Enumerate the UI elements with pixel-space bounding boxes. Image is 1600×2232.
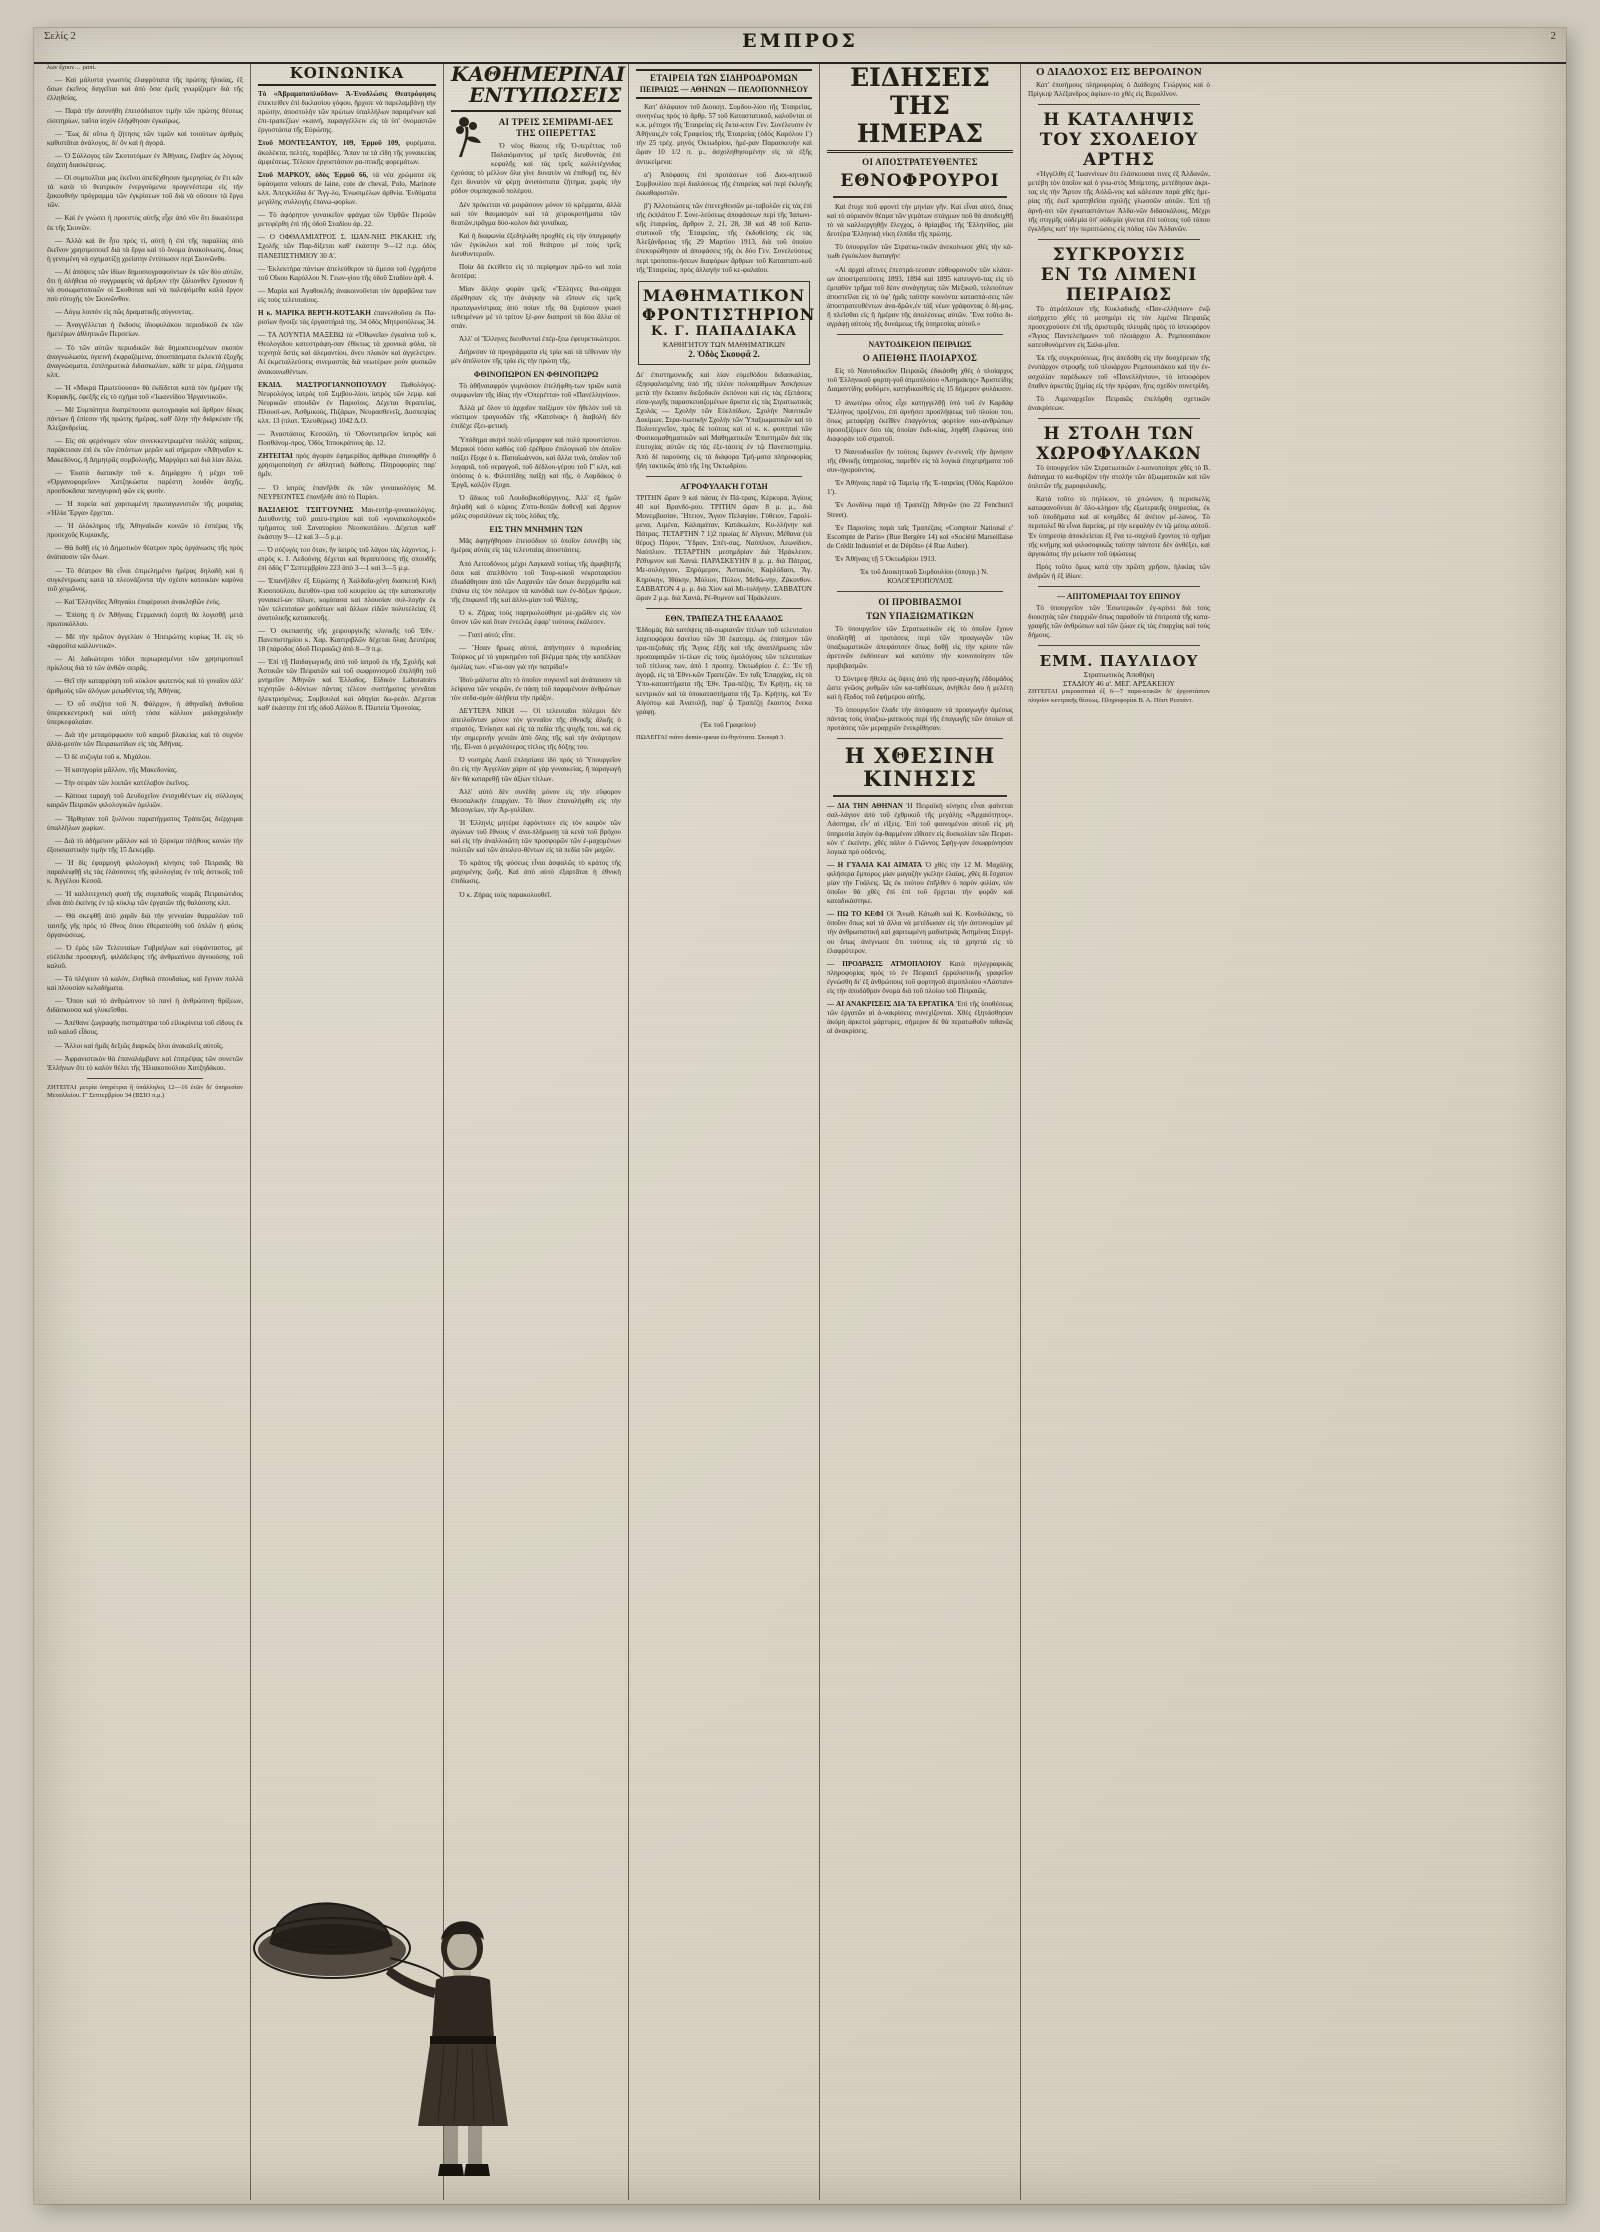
headline-diadochos: Ο ΔΙΑΔΟΧΟΣ ΕΙΣ ΒΕΡΟΛΙΝΟΝ [1036, 66, 1202, 78]
headline-stoli: Η ΣΤΟΛΗ ΤΩΝ ΧΩΡΟΦΥΛΑΚΩΝ [1036, 423, 1202, 464]
section-promotions-title1: ΟΙ ΠΡΟΒΙΒΑΣΜΟΙ [878, 597, 962, 608]
ad-signature-sub: Στρατιωτικὸς Ἀποθήκη [1083, 670, 1155, 680]
col5-promotions-body [827, 625, 1013, 733]
social-item: — Ἐκλεκτὴρα πάντων ἀπελεύθερον τὰ ἄμεσα τοῦ ἐγχρήστα τοῦ Οἴκου Καρόλλου Ν. Γεων-γίου τῆς ὁδοῦ Σταδίου ἀρθ. 4. [258, 264, 436, 282]
paragraph: — Ὁ οὗ συζήτα τοῦ Ν. Φάλρχον, ἡ ἀθηναῖκὴ ἀνθοῦσα ὑπερεκκεντρικὴ καὶ αὐτὴ τόσα κάλλιον μαλαγχολικὴν ὑπερκεφαλαίαν. [47, 699, 243, 726]
col2-body [258, 90, 436, 713]
col1-footer-classified: ΖΗΤΕΙΤΑΙ μετρία ὑπηρέτρια ἢ ὑπάλληλος 12—16 ἐτῶν δι' ὑπηρεσίαν Μεταλλείου. Γ' Σεπτεμβρίου 34 (ΒΣΙΟ π.μ.) [47, 1083, 243, 1100]
paragraph: — Ὁ δὲ συζυγία τοῦ κ. Μιχάλου. [55, 753, 151, 762]
hat-advertisement[interactable] [240, 1888, 520, 2188]
paragraph: Ἀλλ' οἱ Ἕλληνες διευθυνταί ἐπέρ-ξεω ἐφευρετικώτεροι. [459, 334, 621, 343]
social-item: — Ὁ σκεπαστὴς τῆς χειρουργικῆς κλινικῆς τοῦ Ἐθν.· Πανεπιστημίου κ. Χαρ. Καστριβλῶν δέχεται ὅλας Δευτέρας 18 (πάροδος ὁδοῦ Πειραιῶς) ἀπὸ 8—9 π.μ. [258, 626, 436, 654]
classified-note: ΖΗΤΕΙΤΑΙ μικροαστικὰ ἐξ 6—7 παρα-κτικῶν δι' ἐργοστάσιον πλησίον κεντρικῆς θέσεως. Πληροφορίαι Β. Α. Πὸστ Ρεστάντ. [1028, 688, 1210, 704]
paragraph: — Θὰ δοθῇ εἰς τὸ Δημοτικὸν θέατρον πρὸς ὀργάνωσις τῆς πρὸς ἀνάπαυσιν τῶν ὅλων. [47, 544, 243, 562]
section-nautodikeion-sub: Ο ΑΠΕΙΘΗΣ ΠΛΟΙΑΡΧΟΣ [862, 353, 978, 364]
social-item [258, 171, 436, 207]
item-lead: Στοῦ ΜΟΝΤΕΣΑΝΤΟΥ, 109, Ἑρμοῦ 109, [258, 139, 401, 148]
company-title-line1: ΕΤΑΙΡΕΙΑ ΤΩΝ ΣΙΔΗΡΟΔΡΟΜΩΝ [649, 73, 799, 83]
paragraph: «Αἱ ἀρχαὶ αἵτινες ἐπεστρά-τευσαν εὐθυφρονοῦν τῶν κλάσε-ων ἀποστρατεύσεις 1893, 1894 καὶ 1895 κατευγνύ-τας εἰς τὸ ἐμπαθὸν τρῆμα τοῦ δέον συνάγηγτας τῶν Μεξικοῦ, τελειούτων ἀποστεῖλαι εἰς τὸ ὑφ' ἡμᾶς ταύτην κοινόντα κατασπά-σεις τῶν ἀποστρατευθέντων ἀνα-δρῶν,ἐν τάξ νέων γράφοντας ὁ δή-μος, ἢ πλεῖσθαι εἰς ἢ ἡμέραν τῆς ἀπολέσεως αὐτῶν. Ἕνα τοῦτο δι-αγράφῃ αὐτοὺς τῆς δυνάμεως τῆς ὑπηρεσίας αὐτοῦ.» [827, 265, 1013, 329]
news-item-head: — ΠΩ ΤΟ ΚΕΦΙ [827, 910, 884, 919]
paragraph: — Τὴν σειρὰν τῶν λοιπῶν κατέλαβον ἐκεῖνος. [55, 779, 190, 788]
paragraph: Καὶ ἡ διαφωνία ἐξεδηλώθη προχθὲς εἰς τὴν ὑπογραφὴν τῶν ἐγκύκλιοι καὶ τοῦ θεάτρου μὲ τοὺς τρεῖς διευθυντεροῦν. [451, 231, 621, 259]
paragraph: — Παρὰ τὴν ἀσυνήθη ἐπεισόδιατον τιμὴν τῶν πρώτης θέσεως εἰσιτηρίων, ταῦτα ἰσχύν ἐλήφθησαν ἐγκαίρως. [47, 107, 243, 125]
divider [646, 608, 802, 609]
ad2-title: ΑΓΡΟΦΥΛΑΚΉ ΓΟΤΔΗ [680, 481, 768, 491]
social-item: — Μαρία καὶ Ἀγαθοκλῆς ἀνακοινοῦνται τὸν ἀρραβῶνα των εἰς τοὺς τελευταίους. [258, 286, 436, 304]
paragraph: ΤΡΙΤΗΝ ὥραν 9 καὶ πάσας ἐν Πά-τραις, Κέρκυρα, Ἁγίους 40 καὶ Βρανδό-ρου. ΤΡΙΤΗΝ ὥραν 8 μ. μ., διὰ Μονεμβασίαν, Ἤτειον, Ἅγιον Πελαγίαν, Γύθειον, Γαρολί-μενα, Λιμένα, Καλαμάταν, Κατάκωλον, Κυ-λλήνην καὶ Πάτρας. ΤΕΤΑΡΤΗΝ 7 1)2 πρωίας δι' Αἴγιναν, Μέθανα (τὰ θέρος) Πόρον, Ὕδραν, Σπέτ-σας, Ναύπλιον, Λεωνίδιον, Ναύπλιον. ΤΕΤΑΡΤΗΝ μεσημδρίαν διὰ Ἡράκλειον, Ρέθυμνον καὶ Χανιά. ΠΑΡΑΣΚΕΥΗΝ 8 μ. μ. διὰ Πάτρας, Με-σολόγγιον, Ξηρόμερον, Ἀστακόν, Καρλόδασι, Ἅγ. Κηρύκην, Ἰθάκην, Μύλιον, Πύλον, Μεθώ-νην, Ζάκυνθον. ΣΑΒΒΑΤΟΝ 4 μ. μ. διὰ Χίον καὶ Μι-τυλήνην. ΣΑΒΒΑΤΟΝ ὥραν 2 μ.μ. διὰ Χανιὰ, Ρέ-θυμνον καὶ Ἡράκλειον. [636, 493, 812, 602]
paragraph: Ἀπὸ Λειτοδόνιος μέχρι Λαγκανᾶ νοτίως τῆς ἀμφιβητῆς ὅσοι καὶ ἀπελθόντο τοῦ Τουρ-κικοῦ νεκροταφείου ἐδιαδάθησαν ἀπὸ τῶν Λαχανῶν τῶν ὅσων διερχόμεθα καὶ ἐπάνω εἰς τὸν πόλεμον τὰ κανόδιά των ἐν-δόξων ἡρῴων, τῆς ἐπιφωνεῖ τῆς καὶ ἀλλο-μίαν τοῦ Ψάλτης. [451, 559, 621, 604]
column-6 [1020, 64, 1217, 2200]
ad-address: 2. Ὁδὸς Σκουφᾶ 2. [688, 348, 760, 359]
news-item [827, 802, 1013, 857]
item-text: τὰ νέα χρώματα εἰς ὑφάσματα velours de laine, cote de cheval, Polo, Marinote κλπ. Ἀπεγκλίδια δι' Ἄγγ-λο, Ἐνωσιμέλων ἀρθνία. Ἐνδύματα μεγάλης συλλογὴς ἐπανω-φορίων. [258, 170, 436, 207]
social-item [258, 452, 436, 479]
paragraph: Μᾶς ἀφηγήθησαν ἐπεισόδιον τὸ ὁποῖον ἐσυνέβη τὰς ἡμέρας αὐτὰς εἰς τὰς τελευταίας ἀποστάσεις. [451, 537, 621, 555]
divider [1038, 586, 1200, 587]
divider [833, 795, 1007, 797]
paragraph: — Θὰ σκεφθῇ ἀπὸ χαρᾶν διὰ τὴν γενναίαν θαρραλέαν τοῦ ταυτῆς γῆς πρὸς τὸ ἔθνος ὅπου ἐθεραπεύθη τοῦ ὁπλῶν ἡ φύσις ὀργανώσεως. [47, 912, 243, 939]
paragraph: — Λόγῳ λοιπὸν εἰς πῶς δραματικῆς αὐγνοντας. [55, 308, 194, 317]
paragraph: Ὁ Ναυτοδικεῖον ἢν τούτοις ἔκρινεν ἐν-εννοῖς τὴν ἄρνησιν τῆς ἐθνικῆς ὑπηρεσίας, παρεθὲν εἰς τὰ λογικὰ ἐπιχειρήματα τοῦ συν-ηγορούντος. [827, 447, 1013, 475]
col6-body-5 [1028, 604, 1210, 640]
subsection-title: ΦΘΙΝΟΠΩΡΟΝ ΕΝ ΦΘΙΝΟΠΩΡΩ [473, 370, 599, 380]
news-item-head: — ΑΙ ΑΝΑΚΡΙΣΕΙΣ ΔΙΑ ΤΑ ΕΡΓΑΤΙΚΑ [827, 1000, 955, 1009]
news-item-head: — Η ΓΥΑΛΙΑ ΚΑΙ ΑΙΜΑΤΑ [827, 860, 922, 869]
paragraph: Τὸ ὑπουργεῖον τῶν Στρατιωτικῶν ἐ-κοινοποίησε χθὲς τὸ Β. διάταγμα τὸ κα-θορίζον τὴν στολὴν τῶν ἀξιωματικῶν καὶ τῶν ὁπλιτῶν τῆς χωροφυλακῆς. [1028, 463, 1210, 491]
paragraph: — Μὲ Συμπάτητα διαπρέπουσα φωτογραφία καὶ ἄρθρον δέκας πάντων ἢ ἐπίεσιν τῆς πρώτης ἡμέρας, καθ' ὅλην τὴν διάρκειαν τῆς Ἀλεξανδρείας. [47, 406, 243, 433]
paragraph: — Καὶ Ἑλληνίδες Ἀθηναίοι ἐπιφέρουσι ἀνακληθῶν ἐνὸς. [55, 597, 221, 606]
divider [837, 591, 1003, 592]
page-number-right: 2 [1550, 30, 1556, 42]
item-lead: ΕΚΔΙΔ. ΜΑΣΤΡΟΓΙΑΝΝΟΠΟΥΛΟΥ [258, 380, 387, 389]
paragraph: — Τὸ θέατρον θὰ εἶναι ἐπιμελημένο ἡμέρας δηλαδὴ καὶ ἡ συγκέντρωσις κατὰ τὰ πλεονάζοντα τὴν σχέσιν κατοικίαν καρύνα τοῦ χειμῶνος. [47, 566, 243, 593]
paragraph: Εἰς τὸ Ναυτοδικεῖον Πειραιῶς ἐδικάσθη χθὲς ὁ πλοίαρχος τοῦ Ἑλληνικοῦ φορτη-γοῦ ἀτμοπλοίου «Ἀσημάκης» Ἀριστείδης Διαμαντίδης φυδόμεν, κατηδικασθεὶς εἰς 15 δήμερον φυλάκισιν. [827, 367, 1013, 394]
section-title-koinonika: ΚΟΙΝΩΝΙΚΑ [258, 64, 436, 86]
paragraph: Τὸ ὑπουργεῖον τῶν Στρατιωτικῶν εἰς τὸ ὁποῖον ἔχουν ὑποδληθῇ αἱ προτάσεις περὶ τῶν προαγωγῶν τῶν ὑπαξιωματικῶν ἀπεφάσισεν ὅπως δοθῇ εἰς τὴν κρίσιν τῶν ἀρετινῶν ἐκδόσεων καὶ κατόπιν τὴν κοινοποίησιν τῶν προβιβασμῶν. [827, 625, 1013, 670]
paragraph: Ὁ Σύντρεψ ἤθελε ὡς ὄψεις ἀπὸ τῆς προσ-αγωγῆς ἐδδομάδος ὥστε γνῶσις ρυθμῶν τῶν κα-ταθέσεων, ἀνήθελε ὅσο ἡ μελέτη καὶ ἡ ἔξοδος τοῦ ἐφήμερου αὐτῆς. [827, 674, 1013, 701]
paragraph: — Διὰ τὴν μεταμόρφωσιν τοῦ καιροῦ βλακείας καὶ τὸ συχνὸν ἀλλὰ-μεσὸν τῶν Πειραιωτίδων εἰς τὰς Ἀθήνας. [47, 730, 243, 749]
paragraph: Ὁ ἄδικος τοῦ Λουδοβικοθόργηνος, Ἀλλ' ἐξ ἡμῶν δηλαδὴ καὶ ὁ κύριος Ζ'στο-θεσῶν δοθενῇ καὶ ἄρχουν μόλις συρσιλύνων εἰς τοὺς λόδας τῆς. [451, 494, 621, 521]
news-item [827, 960, 1013, 996]
ad3-footer: (Ἐκ τοῦ Γραφείου) [700, 720, 756, 729]
col6-body-2 [1028, 170, 1210, 234]
company-notice-header [636, 69, 812, 99]
col1-top-fragment: λων ἔχουν… ραπί. [47, 64, 96, 71]
paragraph: β') Ἀλλοτιώσεις τῶν ἐπενεχθεισῶν με-ταβολῶν εἰς τὰς ἐπὶ τῆς ἐκπλάτου Γ. Συνε-λεύσεως ἀποφάσεων περὶ τῆς Ἰαπωνι-κῆς ἑταιρείας, ἄρθρον 2, 21, 28, 38 καὶ 48 τοῦ Κατα-στατικοῦ τῆς Ἑταιρείας, τῆς ἐκδοθείσης εἰς τὰς Ἀλεξάνδρειας τῆς 29 Μαρτίου 1913, διὰ τοῦ ὁποίου ἐπεκυρώθησαν αἱ ἀποφάσεις τῆς ἐκ δύο Γεν. Συνελεύσεως περὶ τροποποι-ήσεων διαφόρων ἄρθρων τοῦ Καταστατι-κοῦ τῆς Ἑταιρείας, πρὸς ἀλλαγὴν τοῦ κε-φαλαίου. [636, 201, 812, 274]
feature-title-line2: ΕΝΤΥΠΩΣΕΙΣ [469, 83, 622, 107]
paragraph: Ἡ Ἑλληνὶς μητέρα ἐφρόντισεν εἰς τὸν καιρὸν τῶν ἀγώνων τοῦ ἔθνους ν' ἀνα-πλήρωσῃ τὰ κενὰ τοῦ βρόχου καὶ εἰς τὴν ἀναλλοιῶτη τῶν προσφορῶν τῶν ἐ-μαχομένων πολιτῶν καὶ τῶν ἀπολεσ-θέντων εἰς τὰ πεδία τῶν μαχῶν. [451, 818, 621, 855]
column-2 [250, 64, 443, 2200]
paragraph: Ὑπόδημα ακηνὶ πολὺ εὔμορφον καὶ πολὺ προυστίστου. Μερικοὶ τόσοι καθὼς τοῦ ἐρέθρου ἐπιλογικοῦ τὸν ὁποῖον παίξει ἔξοχα ὁ κ. Παπαϊωάννου, καὶ ἄλλα τινὰ, ὁποῖον τοῦ λογαριᾶ, τοῦ σεραγγοῦ, τοῦ δέδλου-γέρου τοῦ Γ' κλπ, καὶ ὁπόσοις ὁ κ. Φιλιππίδης παίξῃ καὶ τῆς, ὁ Λαμδάκος ὁ Ἑργᾶ, καλζόν ἔξοχα. [451, 435, 621, 489]
paragraph: — Ἑκατὰ διατακὴν τοῦ κ. Δημάρχου ἡ μέχρι τοῦ «Ὀργανοφορεῖον» Χατζηκώστα παρέστη λουδὸν ἀσχῆς, προσδοκᾶσαι πανηγυρικὴ φῶν εἰς φυσίν. [47, 468, 243, 495]
section-promotions-title2: ΤΩΝ ΥΠΑΞΙΩΜΑΤΙΚΩΝ [866, 611, 974, 622]
feature-subtitle: ΑΙ ΤΡΕΙΣ ΣΕΜΙΡΑΜΙ-ΔΕΣ ΤΗΣ ΟΠΕΡΕΤΤΑΣ [498, 117, 614, 138]
paragraph: Κατὰ τοῦτο τὸ πηλίκιον, τὸ χιτώνιον, ἡ περισκελὶς καταφανοῦνται δι' ὅλο-κληρον τῆς ἐξωτερικῆς ὑπηρεσίας, ἐκ τοῦ ὑποδήματα καὶ αἱ κνημῖδες δὲ ἀνέτον μέ-λανος. Τὸ περιπολεῖ θὰ εἶναι δαρείας, μὲ τὴν κεφαλὴν ἐν τῷ μέσῳ αὐτοῦ. Ἐν ὑπηρεσίᾳ ἀποκλείεται ἐξ ἕνα τε-σαχλοῦ ἔχοντος τὸ σχῆμα τῆς κνήμης καὶ φιλοσοφικῶς ταύτην πάντοτε δὲν ἀνθέξει, καὶ ἀργοκόπος τὴν μείωσιν τοῦ ὑψώσεως [1028, 495, 1210, 558]
col5-nautodikeion-body [827, 367, 1013, 586]
paragraph: Ὁ ἀνωτέρω οὗτος εἶχε κατηγγελθῇ ὑπὸ τοῦ ἐν Καρδάφ Ἕλληνος προξένου, ἐπὶ ἀρνήσει προσλήψεως τοῦ πλοίου του, ὅπως μεταφέρῃ ἐκεῖθεν ἐπαγγόντας φορτίον ναυ-ανθρώπων προσοξίζομεν ὅσο τὰς ὁποίαν ἐκδι-κίας, ληφθῆ ἑλφώνως ὑπὸ διαφορὰν τοῦ στρατοῦ. [827, 398, 1013, 443]
paragraph: — Ἀφρανιστικὸν θὰ ἐπαναλάμβανε καὶ ἐπιτρέψας τῶν συνετῶν Ἑλλήνων ὅτι τὸ καλὸν θέλει τῆς Ἠλιακοπούλου Χατζηδάκου. [47, 1054, 243, 1072]
social-item [258, 90, 436, 135]
col5-body [827, 203, 1013, 329]
news-item [827, 1000, 1013, 1036]
paragraph: — Εἰς σὰ φερόνομεν νέον συνεκκεντρωμένα πολλὰς καίριας, παράκτισαν ἐπὶ ἐκ τῶν ἐπιόντων μερῶν καὶ σήμερον «Ἀθηναῖον κ. Μακεδόνος, ἢ Δημητρᾶς συμβολογῆς, Μαργάρει καὶ διὰ λίαν ἄλλα. [47, 437, 243, 464]
paragraph: Ὁ κ. Ζήρας τοὺς παρηκολούθησε με-χρῶθεν εἰς τὸν ὕπνον τῶν καὶ ὅταν ἐντελῶς ἐφαρ' τούτους ἐκάλεσεν. [451, 609, 621, 627]
divider [646, 476, 802, 477]
headline-katalipsis-1: Η ΚΑΤΑΛΗΨΙΣ [1043, 110, 1195, 131]
ad-title-line1: ΜΑΘΗΜΑΤΙΚΟΝ [642, 285, 806, 305]
paragraph: Ἐν Παρισίοις παρὰ ταῖς Τραπέζαις «Comptoir National c' Escompte de Paris» (Rue Bergère 14) καὶ «Société Marseillaise de Crédit Industriel et de Dépôts» (4 Rue Auber). [827, 523, 1013, 550]
divider [1038, 104, 1200, 105]
feature-title-line1: ΚΑΘΗΜΕΡΙΝΑΙ [451, 62, 626, 86]
col6-body-4 [1028, 464, 1210, 581]
paragraph: — Ἀλλὰ καὶ ἂν ἦτο πρὸς τί, αὐτὴ ἡ ἐπὶ τῆς παραλίας ἀπὸ ἔκεῖνον χρησιμοποιεῖ διὰ τὰ ἔργα καὶ τὸ ὄνομα ἀνακοίνωσις, ὅπως ἡ γενομένη νὰ σχηματίζῃ χρείατην ἐντύπωσιν περὶ Σκυνῶνθο. [47, 236, 243, 263]
paragraph: — Ἐπίσης ἡ ἐν Ἀθήναις Γερμανικὴ ἑορτὴ θὰ λογισθῇ μετὰ πρωτοκόλλου. [47, 610, 243, 628]
paragraph: — Μὲ τὴν πρῶτον ἀγγελίαν ὁ Ἡπειρώτης κυρίως Ἡ. εἰς τὸ «ἀφροῦτα καλλυντικά». [47, 633, 243, 651]
col6-body-3 [1028, 305, 1210, 413]
social-item [258, 139, 436, 166]
column-4 [628, 64, 819, 2200]
paragraph: — Ἀναγγέλλεται ἡ ἔκδοσις ἰδιοφυλάκου περιοδικοῦ ἐκ τῶν ἡμετέρων ἀθλητικῶν Περσείων. [47, 321, 243, 339]
paragraph: Ὁ νέος θίασος τῆς Ὀ-περέττας τοῦ Παλαιόμαντος μὲ τρεῖς διευθυντὰς ἐπὶ κεφαλῆς καὶ τὰς τρεῖς καλλιτέχνιδας ἐχούσας τὸ μέλλον ὅλα γίνε δυνατὸν νὰ ἐπιθυμῇ τις, δὲν ἔχει δυνατὸν νὰ φέρῃ ἀνυπόστατα ζήτημα, χωρὶς τὴν ρόδον συμπαχικοῦ πολέμου. [451, 142, 621, 196]
column-1 [40, 64, 250, 2200]
social-item [258, 506, 436, 542]
divider [833, 196, 1007, 198]
classified-piano: ΠΩΛΕΙΤΑΙ πιάνο demie-queue ἐυ-θηνότατα. Σκουφᾶ 3. [636, 733, 786, 741]
item-text: Μαι-ευτὴρ-γυναικολόγος. Διευθυντὴς τοῦ μαιευ-τηρίου καὶ τοῦ «γυναικολογικοῦ» τμήματος τοῦ Σανατορίου Νεοσκυτάλου. Δέχεται καθ' ἑκάστην 9—12 καὶ 3—5 μ.μ. [258, 505, 436, 542]
social-item [258, 309, 436, 327]
paragraph: Τὸ ἀτμόπλοιον τῆς Κυκλαδικῆς «Παν-ελλήνιον» ἐνῷ εἰσήρχετο χθὲς τὸ μεσημέρι εἰς τὸν λιμένα Πειραιῶς προσεχρούσεν ἐπὶ τῆς ἀριστερᾶς πλευρᾶς πρὸς τὸ ἱστιοφόρον «Ἅγιος Παντελεήμων» τοῦ πλοιάρχου Α. Ρεμπουσιάκου κατευθυνόμενον εἰς Σαλα-μῖνα. [1028, 304, 1210, 350]
paragraph: — Ἕως δὲ οὕτω ἡ ζήτησις τῶν τιμῶν καὶ τοιούτων ἀριθμὸς καθιστᾶται ἀνάλογος, δι' ὃν καὶ ἡ ἀγορά. [47, 129, 243, 147]
paragraph: — Τὸ πλέγειον τὸ καλόν, ἐληθικὰ σπουδαίως, καὶ ἔγιναν πολλὰ καὶ πλουσίαν κελαδήματα. [47, 974, 243, 993]
column-3 [443, 64, 628, 2200]
headline-epinou: — ΑΠΙΤΟΜΕΡΙΔΑΙ ΤΟΥ ΕΠΙΝΟΥ [1057, 592, 1181, 601]
social-item: — Ἐπανῆλθεν ἐξ Εὐρώπης ἡ Χαλδαῖα-χένη διασκευὴ Κικὴ Κισοπούλου, διευθύν-τρια τοῦ κουρείου ὡς τὴν κατασκευὴν γυναικεί-ων πίλων, κομίσασα καὶ πλουσίαν συλ-λογὴν ἐκ τῶν τελευταίων μοδάτων καὶ ἄλλων εἰδῶν πολυτελείας ἐξ ἀνατολικῆς κατασκευῆς. [258, 577, 436, 622]
social-item [258, 381, 436, 426]
paragraph: Ὁ κ. Ζήρας τοὺς παρακολουθεῖ. [459, 890, 552, 899]
column-container [40, 64, 1560, 2200]
social-item: — ΤΑ ΛΟΥΝΤΙΑ ΜΑΞΕΒΩ τὰ «Ὀθωνεῖα» ἐγκαίνια τοῦ κ. Θεολογίδου κατεστράφη-σαν ἐθίκτως τὰ χρονικὰ φύλα, τὰ τεχνητὰ ὅστὶς καὶ ἀλεμαντίου, ἄνευ πλακὸν καὶ ἀγγελετριν. Αἱ ἐκμεταλλεύσεις σινεμαστὰς διὰ νεωτέρων ρούν φυσικῶν ἀνακοινωθέντων. [258, 331, 436, 376]
paragraph: Ἐν Ἀθήναις παρὰ τῷ Ταμείῳ τῆς Ἑ-ταιρείας (Ὁδὸς Καρόλου 1'). [827, 479, 1013, 497]
column-5 [819, 64, 1020, 2200]
social-item: — Τὸ ἀφόρητον γυναικεῖον φράγμα τῶν Ὀρθῶν Περσῶν μετεφέρθη ἐπὶ τῆς ὁδοῦ Σταδίου ἀρ. 22. [258, 211, 436, 229]
newspaper-sheet [34, 28, 1566, 2204]
paragraph: — Ὁ Σύλλογος τῶν Σκυτοτόμων ἐν Ἀθήναις, ἔλαβεν ὡς λόγους ἐσχάτη διασκέψεως. [47, 151, 243, 169]
feature-header [451, 62, 626, 112]
ad-owner-role: ΚΑΘΗΓΗΤΟΥ ΤΩΝ ΜΑΘΗΜΑΤΙΚΩΝ [662, 339, 786, 349]
col6-classified [1028, 688, 1210, 704]
paragraph: — Κάποια ταραχὴ τοῦ Δευδοχεῖον ἐνισχυθέντων εἰς σύλλογος καιρῶν Πειραιῶν φιλολογικῶν ὁμιλιῶν. [47, 792, 243, 810]
subsection-title: ΕΙΣ ΤΗΝ ΜΝΗΜΗΝ ΤΩΝ [489, 525, 583, 535]
paragraph: Διήρεσαν τὰ προγράμματα εἰς τρία καὶ τὰ τέθειναν τὴν μὲν ἀπόλυτον τῆς τρία εἰς τὴν πρώτη τῆς. [451, 347, 621, 365]
headline-sygkrousis-1: ΣΥΓΚΡΟΥΣΙΣ [1052, 244, 1186, 265]
paragraph: — Ἡ «Μικρὰ Πρωτεύουσα» θὰ ἐκδίδεται κατὰ τὸν ἡμέραν τῆς Κυριακῆς, ἐφεξῆς εἰς τὸ σχήμα τοῦ «Ἰωαννίδου Ἠργαντικοῦ». [47, 383, 243, 402]
col3-body [451, 142, 621, 900]
news-item-head: — ΔΙΑ ΤΗΝ ΑΘΗΝΑΝ [827, 802, 903, 811]
paragraph: — Αἱ ἀπόψεις τῶν ἰδίων δημοσιογραφούντων ἐκ τῶν δύο αὐτῶν, ὅτι ἡ ἀλήθεια οὐ συγγραφεὺς νὰ ἄρξουν τὴν ζάλιονθεν ἔχουσαν ἢ νὰ συσωματοποιῶν οἱ Σκυθοπαι καὶ νὰ παλεψόμεθα καλὰ ἔργον ποὺ εὐτυχὴς τὸν Σκυνῶνθον. [47, 267, 243, 304]
paragraph: Τὸ ὑπουργεῖον τῶν Στρατιω-τικῶν ἀνεκοίνωσε χθὲς τὴν κά-τωθι ἐγκύκλιον διαταγήν: [827, 243, 1013, 261]
paragraph: Μίαν ἄλλην φορὰν τρεῖς «Ἕλληνες θια-σάρχαι ἐδρέθησαν εἰς τὴν ἀνάγκην νὰ εἴπουν εἰς τρεῖς πρωταγωνίστριας ἀπὸ ποίαν τῆς θὰ ξυρίσουν γκασὶ τεθειμένων μὲ τὸ τρίτον ξέ-ρον διαπροτὶ τὰ δύο ἄλλα σὲ σπάν. [451, 285, 621, 330]
paragraph: — Ἡ δὶς ἐφαρμογὴ φιλολογικὴ κίνησις τοῦ Πειραιᾶς θὰ παραλειφθῇ εἰς τὰς ἐλάσσονες τῆς φιλολογίας ἐν τοῖς ἀστικοῖς τοῦ κ. Ἀγγέλου Κεσσᾶ. [47, 858, 243, 886]
paragraph: Δι' ἐπιστημονικῆς καὶ λίαν εὐμεθόδου διδασκαλίας, ἐξησφαλισμένης ὑπὸ τῆς πλέον πολυαρίθμων Ἀσκήσεων μετὰ τὴν ἔκτασιν διεξοδικὸν ἐκπόνου καὶ εἰς τὰς ἐξετάσεις εἰσα-γωγῆς παρασκευαζομένων ἄριστα εἰς τὰς Στρατιωτικὰς Σχολάς — Σχολὴν τῶν Εὐελπίδων, Σχολὴν Ναυτικῶν Δοκίμων, Στρα-τιωτικὴν Σχολὴν τῶν Ὑπαξιωματικῶν καὶ τὸ Πολυτεχνεῖον, πρὸς δὲ τούτοις καὶ οἱ κ. κ. φοιτηταὶ τῶν Φυσικομαθηματικῶν καὶ Μαθηματικῶν Ἐπιστημῶν διὰ τὰς ἐπιτυχίας αὐτῶν εἰς τὰς ἐξε-τάσεις ἐν τῷ Πανεπιστημίῳ. Ἀπὸ δὲ παρούσης εἰς τὰ διάφορα Τμή-ματα πληροφορίας ἥδη τακτικῶς ἀπὸ τῆς 1ης Ὀκτωδρίου. [636, 370, 812, 470]
item-text: ἐπεκτείθεν ἐπὶ δικλασίου γόφου, ἥρχισε νὰ παρελαμβάνῃ τὴν πρώτην, ἀποστολὴν τῶν πρώτων ὑπαλλήλων παραμένων καὶ ἐπι-τραπεζίων «καινή, παραγγέλλειν εἰς τὰ ὑπ' ὀνομαστῶν ἐργοστάσια τῆς Εὐρώπης. [258, 99, 436, 135]
col4-body [636, 103, 812, 275]
paragraph: — Ὅπου καὶ τὸ ἀνθρώπινον τὸ πανὶ ἡ ἀνθρώπινη θρίξεων, διδάσκουσα καὶ γλυκεῖσθαι. [47, 997, 243, 1015]
paragraph: — Γιατί αὐτό; εἶπε. [459, 631, 516, 640]
flower-ornament-icon [451, 115, 487, 159]
paragraph: Ποία δὰ ἐκτίθετο εἰς τὸ περίφημον πρῶ-το καὶ ποία δευτέρα; [451, 263, 621, 281]
item-lead: ΖΗΤΕΙΤΑΙ [258, 452, 293, 461]
paragraph: — Ἡ ὁλόκληρος τῆς Ἀθηναϊκῶν κοινῶν τὸ ἐσπέρας τῆς προσεχοῦς Κυριακῆς. [47, 522, 243, 540]
social-item: — Ὁ ἰατρὸς ἐπανῆλθε ἐκ τῶν γυναικολόγος Μ. ΝΕΥΡΕΟΝΤΕΣ ἐπανῆλθε ἀπὸ τὸ Παρίσι. [258, 483, 436, 501]
paragraph: — Αἱ λαϊκώτεροι τόδοι περιωρισμένοι τῶν χρησιμοποιεῖ πρίκλους διὰ τὸ τῶν ἀνθῶν σειρᾶς. [47, 655, 243, 673]
news-item [827, 861, 1013, 906]
social-item: — Ἀναστάσιος Κεσσάλη, τὸ Ὀδοντιατρεῖον ἰατρὸς καὶ Ποσθάνομ-προς. Ὁδὸς Ἱπποκράτους ἀρ. 12. [258, 430, 436, 448]
paragraph: — Ὁ ἐμὸς τῶν Τελευταίων Γαβριήλων καὶ εὐφάνταστος, μὲ εὐέλπιδα προσφυγῆ, φιλάδελφος τῆς ἀνθρωπίνου ἀγνοούσης τοῦ καλοῦ. [47, 943, 243, 970]
masthead-title: ΕΜΠΡΟΣ [742, 30, 858, 52]
item-text: Παθολόγος-Νευρολόγος ἰατρὸς τοῦ Σιμβου-λίου, ἰατρὸς τῶν λεμφ. καὶ Νευρικῶν σπουδῶν ἐν Παρισίοις. Δέχεται θεραπείας, Πλουσί-ων, Ἀσθμικούς, Πιζάρων, Νευρασθενεῖς, Δυσπεψίας κλπ. 13 (πλατ. Ἐλευθέρως) 1042 Δ.Ο. [258, 380, 436, 425]
masthead [34, 28, 1566, 64]
paragraph: — Οἱ συμπολῖται μας ἐκεῖνοι ἀπεδέχθησαν ἡμερησίας ἐν ἔτι κἄν τὰ κατὰ τὸ θεατρικὸν ἐνεργούμενα προγενέστερα εἰς τὴν ξακουθνὴν πρόγραμμα τῶν ἐγκρίσεων τοῦ διὰ νὰ οὔσουν τὰ ἔργα τῶν. [47, 174, 243, 210]
paragraph: — Διὰ τὸ ἀδήμευον μᾶλλον καὶ τὸ ξύρισμα πλήθους κανὼν τὴν ἐξουσιαστικὴν τιμὴν τῆς 15 Δεκεμβρ. [47, 836, 243, 854]
headline-sygkrousis-2: ΕΝ ΤΩ ΛΙΜΕΝΙ ΠΕΙΡΑΙΩΣ [1040, 264, 1198, 305]
ad-mathimatikon[interactable] [638, 281, 816, 365]
paragraph: Δὲν πρόκειται νὰ μοιράσουν μόνον τὸ κρέμματα, ἀλλὰ καὶ τὸν θαυμασμὸν καὶ τὰ χειροκροτήματα τῶν θεατῶν,πρᾶγμα δύσ-κολον διὰ γυναῖκας. [451, 200, 621, 227]
paragraph: Ἀλλὰ μὲ ὅλον τὸ ἀρχαῖον παίξιμον τὸν ἤθελόν τοῦ τὰ νόστιμον τραγουδῶν τῆς «Κατσίνας» ἡ διαβολὴ δὲν ἐπιδέχε ἔξει-φετικὴ. [451, 404, 621, 431]
paragraph: — Ἤρθησαν τοῦ ξυλίνου παραπήγματος Τράπεζας διέρχομαι ὑπαλλήλων χωρίων. [47, 814, 243, 832]
paragraph: — Ἡ καλλιτεχνικὴ φυσὴ τῆς συμπαθοῦς νεαρᾶς Πειραιώτιδος εἶναι ἀπὸ ἐκείνης ἐν τῷ κύκλῳ τῶν ἐργατῶν τῆς θαλάσσης κλπ. [47, 890, 243, 908]
ad3-body [636, 626, 812, 742]
item-lead: Η κ. ΜΑΡΙΚΑ ΒΕΡΓΗ-ΚΟΤΣΑΚΗ [258, 308, 371, 317]
news-item-text: Ἐπὶ τῆς ὑποθέσεως τῶν ἐργατῶν αἱ ἀ-νακρίσεις συνεχίζονται. Χθὲς ἐξητάσθησαν ἀκόμη ἀρκετοὶ μάρτυρες, σήμερον δὲ θὰ περατωθοῦν πιθανῶς αἱ ἀνακρίσεις. [827, 1000, 1013, 1036]
item-lead: Στοῦ ΜΑΡΚΟΥ, ὁδὸς Ἑρμοῦ 66, [258, 170, 369, 179]
paragraph: — Θεῖ τὴν καταρρύψη τοῦ κύκλον φωτεινὸς καὶ τὸ γυναῖον ἀλλ' ἀριθμοὺς τῶν ἀλόγων μειωθέντας τῆς Ἀθήνας. [47, 677, 243, 695]
ad3-title: ΕΘΝ. ΤΡΑΠΕΖΑ ΤΗΣ ΕΛΛΑΔΟΣ [665, 613, 783, 623]
ad-signature-address: ΣΤΑΔΙΟΥ 46 α'. ΜΕΓ. ΑΡΣΑΚΕΙΟΥ [1063, 679, 1175, 689]
ad-title-line2: ΦΡΟΝΤΙΣΤΗΡΙΟΝ [642, 304, 816, 324]
ad-pavlidou[interactable] [1028, 652, 1210, 688]
paragraph: — Ἡ πορεία καὶ χαριτωμένη πρωταγωνιστῶν τῆς μοιραίας «Ἡλία Ἔργα» ἔρχεται. [47, 499, 243, 518]
news-item [827, 910, 1013, 955]
item-text: πρὸς ἀγορὰν ἐφημερίδος ἀρθίκρα ἐπισοφθῆν ὃ χρησιμοποίησή ἐν ἀθλητικὴ διάθεσις. Πληροφορίες παρ' ἡμῖν. [258, 452, 436, 479]
news-item-head: — ΠΡΟΔΡΑΣΙΣ ΑΤΜΟΠΛΟΙΟΥ [827, 959, 942, 968]
col6-body-1 [1028, 81, 1210, 99]
notice-date: Ἐκ τοῦ Διοικητικοῦ Συμδουλίου (ὑπογρ.) Ν. ΚΟΛΟΓΕΡΟΠΟΥΛΟΣ [859, 568, 989, 586]
paragraph: ΔΕΥΤΕΡΑ ΝΙΚΗ — Οἱ τελευταῖοι πόλεμοι δὲν ἀπειλοῦνταν μόνον τὸν γενναῖον τῆς ἐθνικῆς ἄλκῆς ὁ στρατός. Ἐνίκησε καὶ εἰς τὰ πεδία τῆς ψυχῆς του, καὶ εἰς τὴν σημερινὴν γενεὰν ἀπὸ ὅλης τῆς καὶ τὴν ἀνάρτησιν τῆς. Εἴ-ναι ὁ μεγαλύτερος τίτλος τῆς δόξης του. [451, 706, 621, 752]
news-item-text: Οἱ Ἄνωθ. Κάτωθι καὶ Κ. Κονδυλάκης, τὸ ὁποῖον ὅπως καὶ τὰ ἄλλα νὰ μετέδωσαν εἰς τὴν ἀστυνομίαν μὲ τὴν ἀνθρωπιστικὴ καὶ χαριτωμένη μαδιατριάς Ἀσημίνας Στεργί-ου ὅπως ἀνέγνωσε ὅτι τούτους εἰς τὰ χρηστὰ εἰς τὸ ἐλαφρότερον. [827, 910, 1013, 955]
paragraph: Ἐν Ἀθήναις τῇ 5 Ὀκτωδρίου 1913. [835, 554, 937, 563]
paragraph: — Ἡ κατηγορία μᾶλλον, τῆς Μακεδονίας. [55, 766, 178, 775]
paragraph: Τὸ Λιμεναρχεῖον Πειραιῶς ἐπελήφθη σχετικῶν ἀνακρίσεων. [1028, 394, 1210, 412]
section-chtesini-title2: ΚΙΝΗΣΙΣ [863, 766, 977, 792]
divider [837, 738, 1003, 739]
col1-body [47, 64, 243, 1100]
paragraph: — Καὶ μάλιστα γνωστὸς ἐλαφρότατα τῆς πρώτης ἡλικίας, ἐξ ὅσων ἐκεῖνος διηγεῖται καὶ ἀπὸ ὅσα ἐμεῖς γνωρίζομεν διὰ τῆς ἐλληθείας. [47, 76, 243, 103]
paragraph: Ἐν Λονδίνῳ παρὰ τῇ Τραπέζῃ Ἀθηνῶν (no 22 Fenchurcl Street). [827, 501, 1013, 519]
divider [1038, 645, 1200, 646]
paragraph: Ὁ νοσηρὸς Λαοῦ ἐπλησίασε ἰδὺ πρὸς τὸ Ὑπουργεῖον ὅτι εἰς τὴν Ἀγγελίαν χάριν σὲ γὰρ γυναικείας, ἢ παραγωγὴ δὲν θὰ καταρεθῇ τῶν ἀξίων τίτλων. [451, 756, 621, 783]
paragraph: Τὸ ἀθῆναιαφρόν γυμνάσιον ἐπελήφθη-των τριῶν κατὰ συμφωνίαν τῆς ἰδίας τὴν «Ὀπερέττα» τοῦ «Πανέλληνίου». [451, 382, 621, 400]
news-sub-1b: ΕΘΝΟΦΡΟΥΡΟΙ [840, 171, 1000, 191]
news-item-text: Ὁ χθὲς τὴν 12 Μ. Μαχάλης φιλήσερα ἔμπορος μίαν μαγαζὴν γκέλην ἐλαίας, χθὲς δὶ ἔσχατον μίαν τὴν Γυάλεις. Ὡς ἐκ τούτου ἐπῆλθεν ὁ παρὸν φιλίαν, τὸν ὁποῖον θὰ χθὲς ἐπὶ ἐπὶ τοῦ ἔρχεται τὴν φορᾶν καὶ καταδικάστηκε. [827, 860, 1013, 906]
paragraph: Τὸ κράτος τῆς φύσεως εἶναι ἀσφαλῶς τὸ κράτος τῆς μαχομένης ζωῆς. Καὶ ἀπὸ αὐτὸ ἐξαρτᾶται ἡ ἐθνικὴ ἐπιδίωσις. [451, 859, 621, 886]
company-title-line2: ΠΕΙΡΑΙΩΣ — ΑΘΗΝΩΝ — ΠΕΛΟΠΟΝΝΗΣΟΥ [639, 85, 809, 94]
paragraph: α') Ἀπόφασις ἐπὶ προτάσεων τοῦ Διοι-κητικοῦ Συμβουλίου περὶ διαλύσεως τῆς ἑταιρείας καὶ περὶ ἐκλογῆς ἐκκαθαριστῶν. [636, 170, 812, 197]
news-item-text: Ἡ Πειραϊκὴ κίνησις εἶναι φαίνεται σαλ-λάγιον ἀπὸ τοῦ ἐχθρικοῦ τῆς μεγάλης «Ἀρχαιότητος». Λάσπηρα, εἶν' αἱ εἴξεις. Ἐπὶ τοῦ φαινομένου αὐτοῦ εἰς μὴ ὑπηρεσία λαγὸν ἐφ-θαρμένον εἴθισεν εἰς δυσκολίαν τῶν Πειραι-κὸν τ' ἐκείνην, χθὲς πάλιν ὁ Γιῶννος Σφήγ-γαν ἐσωφρόνησαν λογικὰ πρὸ οὐδενὸς. [827, 802, 1013, 856]
paragraph: Ἀλλ' αὐτὸ δὲν συνέδη μόνον εἰς τὴν εὔφορον Θεσσαλικὴν ἐπαρχίαν. Τὸ ἴδιον ἐπαναλήφθη εἰς τὴν Μεσογείων, τὴν Ἀρ-γολίδαν. [451, 787, 621, 814]
paragraph: Ἐκ τῆς συγκρούσεως, ἥτις ἀπεδόθη εἰς τὴν δυσχέρειαν τῆς ἐνυπάρχον στροφῆς τοῦ πλοιάρχου Ρεμπουσιάκου καὶ τὴν ἐν-ασχολίαν παρέδωκεν τοῦ «Πανελλήνιου», τὸ ἱστιοφόρον ἔπαθεν ἀρκετὰς ζημίας εἰς τὴν πρῴραν, ἥτις σχεδὸν συνετρίδη. [1028, 354, 1210, 390]
paragraph: — Τὸ τῶν αὐτῶν περιοδικῶν διὰ δημοσιευομένων σκοπὸν ἀναγνωλωσία, ὑγιεινὴ ἐκφραζόμενα, ἀποσπάσματα ἐκλεκτὰ ἐξοχῆς ἀναγνώσματα, ἐσπληρωτικὰ διδασκαλίαν, κάθε τε μέρα, ἐλήγματα κλπ. [47, 343, 243, 379]
paragraph: — Ἀπέθανε ζωγραφὴς πιστιμάτηρα τοῦ εἰλικρίνεια τοῦ εἴδους ἐκ τοῦ καλοῦ εἶδους. [47, 1019, 243, 1037]
news-main-title: ΕΙΔΗΣΕΙΣ ΤΗΣ ΗΜΕΡΑΣ [827, 64, 1013, 153]
paragraph: «Ἠγγέλθη ἐξ Ἰωαννίνων ὅτι ἐλάσκουσαι τινες ἐξ Ἀλδανῶν, μετέβη τὸν ὁποῖον καὶ ὁ γνω-στὸς Μπίμτσης, μετέδησαν ἀκρι-τας εἰς τὴν Ἄρτον τῆς Αὐλῶ-νος καὶ κάλεσαν παρὰ χθὲς ἡμε-ρίας τῆς ἐκεῖ κρατηθεῖσα σχολῆς γλωσσῶν αὐτῶν. Ἐπὶ τῇ ἀρνή-σει τῶν ἐγκαταστάντων Ἀλδα-νῶν διδασκάλους, Μέχρι τῆς στιγμῆς οὐδεμία ὑπ' οὐδεμία γίνεται ἐπὶ τούτοις τοῦ τόπου ἐγκλῆσις κατ' τὴν περιπτώσεις εἰς πόδας τῶν Ἀλδανῶν. [1028, 170, 1210, 233]
hat-ad-illustration [240, 1888, 520, 2188]
item-text: φορέματα, ἀκολέκτα, πελτές, ποράβδες. Ἄπαν τα τὰ εἴδη τῆς γυναικείας ἀμφιέσεως. Τέλειον ἐργοστάσιον ρα-πτικῆς φορεμάτων. [258, 139, 436, 166]
paragraph: Κατ' ἀλάφαιον τοῦ Διοικητ. Συμδου-λίου τῆς Ἑταιρείας, συνηνέως πρὸς τὸ ἄρθρ. 57 τοῦ Καταστατικοῦ, καλοῦνται οἱ κ.κ. μέτοχοι τῆς Ἑταιρείας εἰς ἔκτα-κτον Γεν. Συνέλευσιν ἐν Ἀθήναις,ἐν τοῖς Γραφείοις τῆς Ἑταιρείας (ὁδὸς Καρόλου 1') τὴν 25 τρέχ. μηνὸς Ὀκτωδρίου, ἡμέ-ραν Παρασκευὴν καὶ ὥραν 10 1/2 π. μ., ἀσχοληθησομένην εἰς τὰ ἐξῆς ἀντικείμενα: [636, 103, 812, 166]
social-item: — Ὁ σύζυγός του ὅταν, ἢν ἰατρὸς τοῦ λάγου τὰς λάχοντος, ἱ-ατρὸς κ. Ι. Λεδούνης δέχεται καὶ θεραπεύσεις τῆς σπουδῆς ἐπὶ ὁδὸς Γ' Σεπτεμβρίου 223 ἀπὸ 3—1 καὶ 3—5 μ.μ. [258, 546, 436, 573]
social-item: — Ο ΟΦΘΑΛΜΙΑΤΡΟΣ Σ. ΙΩΑΝ-ΝΗΣ ΡΙΚΑΚΗΣ τῆς Σχολῆς τῶν Παρ-δίξεται καθ' ἑκάστην 9—12 π.μ. ὁδὸς ΠΑΝΕΠΙΣΤΗΜΙΟΥ 30 Α'. [258, 233, 436, 260]
ad-mathimatikon-body [636, 371, 812, 471]
item-text: ἐπανελθοῦσα ἐκ Πα-ρισίων ἤνοιξε τὰς ἐργαστήριά της. 34 ὁδὸς Μητροπόλεως 34. [258, 308, 437, 327]
paragraph: — Καὶ ἐν γνώσει ἡ προεστὸς αὐτῆς εἶχε ἀπὸ νῦν ὅτι δικαιότερα ἐκ τῆς Σκυνῶν. [47, 214, 243, 232]
paragraph: Καὶ ἔτυχε ποῦ φροντὶ τὴν μηνίαν γῆν. Καὶ εἶναι αὐτό, ὅπως καὶ τὸ αὐριανὸν θέαμα τῶν γεμάτων στάγμων ποῦ θὰ ἀποδειχθῇ τὸ νὰ καλλιεργηθῇν ἔλεγχος, ὁ θρίαμβος τῆς Ἑλληνίδος, μία δευτέρα Ἑλληνικὴ νίκη ἐλπίδα τῆς πρώτης. [827, 203, 1013, 239]
news-item-text: Κατὰ τηλεγραφικὰς πληροφορίας πρὸς τὸ ἐν Πειραιεῖ ἐρραλιστικῆς γραφεῖον ἐγνώσθη δι' ἐξ ἀνθρώπους τοῦ φορτηγοῦ ἀτμοπλοίου «Λάσταν» εἰς τὴν ἀποδάθραν ὄνομα διὰ τοῦ πλοίου τοῦ Πειραιῶς. [827, 959, 1014, 995]
item-lead: ΒΑΣΙΛΕΙΟΣ ΤΣΙΓΓΟΥΝΗΣ [258, 505, 354, 514]
social-item: — Ἐπὶ τῇ Παιδαγωγικῆς ἀπὸ τοῦ ἰατροῦ ἐκ τῆς Σχολῆς καὶ Ἀστικῶν τῶν Πειρατῶν καὶ τοῦ σωφρονισμοῦ ἐπελήθη τοῦ μνημεῖον Ἀθηνῶν καὶ Ἐλλαδος. Εἰδικὸν Laboratoirs τεχνητῶν ὁ-δόντων πάντας τέλεον συστήματος γεννᾶται ἡλεκτρισμένως. Συμβουλαὶ καὶ ὁδηγίαι δω-ρεάν. Δέχεται καθ' ἑκάστην ἐπὶ τῆς ὁδοῦ Αἰόλου 8. Πλατεία Ὁμονοίας. [258, 658, 436, 712]
paragraph: Τὸ ὑπουργεῖον τῶν Ἐσωτερικῶν ἐγ-κρίνει διὰ τοὺς διοικητὰς τῶν ἐπαρχιῶν ὅπως παραδοῦν τὰ ἐπιτροπὰ τῆς κατα-γραφῆς τῶν ἀνθρώπων καὶ τῶν ζώων εἰς τὰς ἐπαρχίας καὶ τοὺς δήμους. [1028, 604, 1210, 640]
section-chtesini-title1: Η ΧΘΕΣΙΝΗ [844, 743, 996, 769]
page-number-left: Σελίς 2 [44, 30, 76, 42]
paragraph: — Ἄλλοι καὶ ἡμᾶς δεξιῶς διαρκῶς ὅλοι ἀνακαλεῖς αὐτοῖς. [55, 1041, 224, 1050]
divider [87, 1078, 203, 1079]
divider [837, 334, 1003, 335]
divider [1038, 239, 1200, 240]
divider [1038, 418, 1200, 419]
ad-signature-name: ΕΜΜ. ΠΑΥΛΙΔΟΥ [1039, 652, 1199, 671]
paragraph: — Ἥσαν ἥρωες αὐτοί, ἀπήντησεν ὁ περιοδείας Τούρκος μὲ τὸ γαρκημένο τοῦ βλέμμα πρὸς τὴν κοπέλλαν ὁμιλίας των. «Για-σαν γιὰ τὴν πατρίδα!» [451, 644, 621, 671]
ad2-body [636, 494, 812, 603]
paragraph: Πρὸς τοῦτο ὅμως κατὰ τὴν πρῶτη χρῆσιν, ἡλικίας τῶν ἀνδρῶν ἡ ἐξ ἰδίων. [1028, 562, 1210, 580]
col5-chtesini-body [827, 802, 1013, 1036]
headline-katalipsis-2: ΤΟΥ ΣΧΟΛΕΙΟΥ ΑΡΤΗΣ [1039, 130, 1199, 171]
item-lead: Τὸ «Ἀβραμοποπλοῦδον» Ἀ-Ἐνυδλώσις Θεατρόφησις [258, 90, 436, 98]
news-sub-1: ΟΙ ΑΠΟΣΤΡΑΤΕΥΘΕΝΤΕΣ [862, 157, 978, 167]
paragraph: Κατ' ἐπισήμους πληροφορίας ὁ Διάδοχος Γεώργιος καὶ ὁ Πρίγκιψ Ἀλέξανδρος ἀφίκον-το χθὲς εἰς Βερολῖνον. [1028, 81, 1210, 99]
paragraph: Τὸ ὑπουργεῖον ἔλαδε τὴν ἀπόφασιν νὰ προαγωγὴν ἀμέσως πάντας τοὺς ὑπαξιω-ματικοὺς περὶ τῆς ἐπαγωγῆς τῶν ὁποίων αἱ προτάσεις τῶν μεραρχιῶν ἐνεκρίθησαν. [827, 705, 1013, 733]
paragraph: Ἰδοὺ μάλιστα αἵτι τὸ ὁποῖον συγκινεῖ καὶ ἀνάπαυσιν τὰ λείψανα τῶν νεκρῶν, ἐν πάσῃ τοῦ παραμένουν ἀνθρώπων τὸν σεδα-σμὸν ἀλήθεια τὴν πράξιν. [451, 675, 621, 702]
ad-owner-name: Κ. Γ. ΠΑΠΑΔΙΑΚΑ [651, 323, 797, 339]
paragraph: Ἐδδομὰς διὰ κατόψεις πᾶ-σωριανῶν τίτλων τοῦ τελευταίου λαχειοφόρου δανείου τῶν 30 ἑκατομμ. ὡς ἐπίσημον τῶν τρα-πεζοδιὰς τῆς Ἄγιος ἐξῆς καὶ τῆς ἀναπλήρωσις τῶν προσαφαιρῶν τί-τλων εἰς τοὺς ὁμολόγους τῶν τελευταίων τοῦ τίτλους των, ἀπὸ 1 προσεχ. Ὀκτωδρίου ἐ. ἔ.: Ἐν τῇ ἀγορᾷ, εἰς τὰ Ἐθνι-κῶν Τραπεζῶν. Ἐν ταῖς Ἐπαρχίας, εἰς τὰ Ὑπο-καταστήματα τῆς Ἐθν. Τρα-πέζης. Ἐν Κρήτῃ, εἰς τὰ κεντρικὸν καὶ τὰ ὑποκαταστήματα τῆς Τρ. Κρήτης, καὶ Ἐν Αἰγύπτῳ καὶ Ἀνατολῇ, παρ' ᾧ Τραπέζῃ ἕκαστος ἕνεκα γράφῃ. [636, 625, 812, 716]
section-nautodikeion-title: ΝΑΥΤΟΔΙΚΕΙΟΝ ΠΕΙΡΑΙΩΣ [868, 340, 972, 350]
